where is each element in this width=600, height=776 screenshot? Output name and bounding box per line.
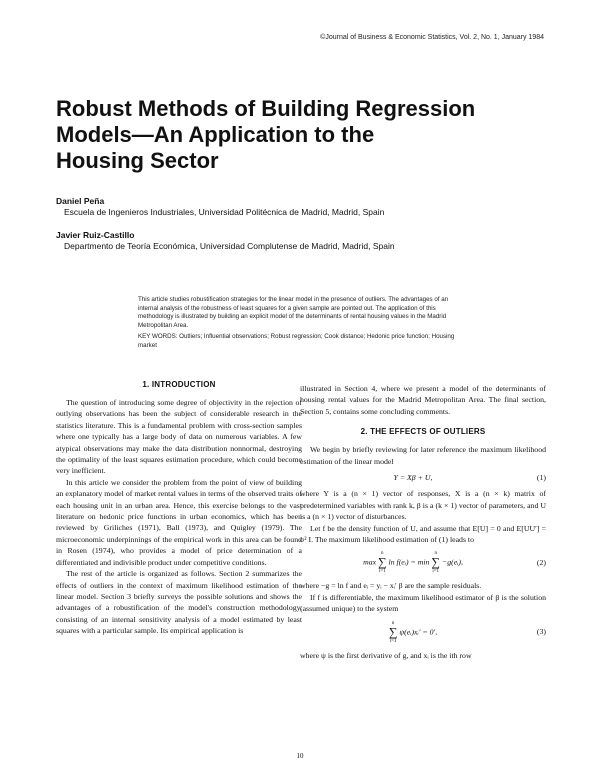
paragraph: where −g = ln f and eᵢ = yᵢ − xᵢ′ β are the sample residuals. (300, 581, 482, 591)
abstract (138, 296, 458, 351)
author-name: Daniel Peña (56, 196, 105, 206)
paragraph: In this article we consider the problem from the point of view of building an explanatory model of market rental values in terms of the observed traits of each housing unit in an urban area. Hence, this exercise belongs to the vast literature on hedonic price functions in urban economics, which has been reviewed by Griliches (1971), Ball (1973), and Quigley (1979). The microeconomic underpinnings of the empirical work in this area can be found in Rosen (1974), who provides a model of price determination of a differentiated and indivisible product under competitive conditions. (56, 477, 302, 567)
author-affiliation: Escuela de Ingenieros Industriales, Universidad Politécnica de Madrid, Madrid, Spain (64, 207, 385, 217)
eq-mid: ln f(eᵢ) = min (388, 557, 430, 567)
eq-max: max (363, 557, 377, 567)
summation-symbol: n ∑ i=1 (388, 620, 398, 644)
title-line: Robust Methods of Building Regression (56, 96, 476, 121)
keywords-text: Outliers; Influential observations; Robust regression; Cook distance; Hedonic price function; Housing market (138, 333, 455, 349)
equation-number: (2) (536, 558, 546, 568)
author-1 (56, 196, 384, 218)
paper-title (56, 96, 556, 174)
section-heading: 2. THE EFFECTS OF OUTLIERS (360, 427, 486, 437)
journal-header: ©Journal of Business & Economic Statistics, Vol. 2, No. 1, January 1984 (320, 34, 544, 41)
left-column (56, 380, 302, 637)
paragraph: The question of introducing some degree of objectivity in the rejection of outlying observations has been the subject of considerable research in the statistics literature. This is a fundamental problem with cross-section samples where one typically has a large body of data on numerous variables. A few atypical observations may make the data distribution nonnormal, destroying the optimality of the least squares estimation procedure, which could become very inefficient. (56, 398, 302, 476)
paragraph: Let f be the density function of U, and assume that E[U] = 0 and E[UU′] = σ² I. The maximum likelihood estimation of (1) leads to (300, 523, 546, 545)
paragraph: The rest of the article is organized as follows. Section 2 summarizes the effects of outliers in the context of maximum likelihood estimation of the linear model. Section 3 briefly surveys the possible solutions and shows the advantages of a robustification of the model's construction methodology, consisting of an internal sensitivity analysis of a model estimated by least squares with a particular sample. Its empirical application is (56, 569, 302, 636)
paragraph: If f is differentiable, the maximum likelihood estimator of β is the solution (assumed unique) to the system (300, 592, 546, 614)
right-column (300, 383, 546, 661)
author-name: Javier Ruiz-Castillo (56, 230, 135, 240)
summation-symbol: n ∑ i=1 (378, 551, 387, 575)
equation-body (300, 620, 526, 645)
paragraph: where ψ is the first derivative of g, and xᵢ is the ith row (300, 650, 472, 660)
paragraph: illustrated in Section 4, where we present a model of the determinants of housing rental values for the Madrid Metropolitan Area. The final section, Section 5, contains some concluding comments. (300, 384, 546, 416)
title-line: Models—An Application to the (56, 122, 375, 147)
section-heading: 1. INTRODUCTION (142, 380, 216, 389)
equation-2 (300, 550, 546, 575)
eq-right: −g(eᵢ), (441, 557, 463, 567)
equation-body: Y = Xβ + U, (393, 473, 433, 483)
equation-3 (300, 620, 546, 645)
title-line: Housing Sector (56, 148, 219, 173)
abstract-text: This article studies robustification strategies for the linear model in the presence of outliers. The advantages of an internal analysis of the robustness of least squares for a given sample are pointed out. The application of this methodology is illustrated by building an explicit model of the determinants of rental housing values in the Madrid Metropolitan Area. (138, 296, 449, 329)
keywords-label: KEY WORDS: (138, 333, 178, 341)
equation-body (300, 550, 526, 575)
page-number: 10 (296, 752, 304, 760)
author-affiliation: Departmento de Teoría Económica, Universidad Complutense de Madrid, Madrid, Spain (64, 241, 395, 251)
paragraph: where Y is a (n × 1) vector of responses, X is a (n × k) matrix of predetermined variables with rank k, β is a (k × 1) vector of parameters, and U is a (n × 1) vector of disturbances. (300, 489, 546, 522)
eq-body-text: ψ(eᵢ)xᵢ′ = 0′, (399, 626, 438, 636)
equation-number: (1) (536, 473, 546, 483)
paragraph: We begin by briefly reviewing for later reference the maximum likelihood estimation of the linear model (300, 445, 546, 466)
equation-1 (300, 472, 546, 483)
equation-number: (3) (536, 627, 546, 637)
author-2 (56, 230, 395, 252)
summation-symbol: n ∑ i=1 (431, 551, 440, 575)
keywords (138, 333, 458, 350)
